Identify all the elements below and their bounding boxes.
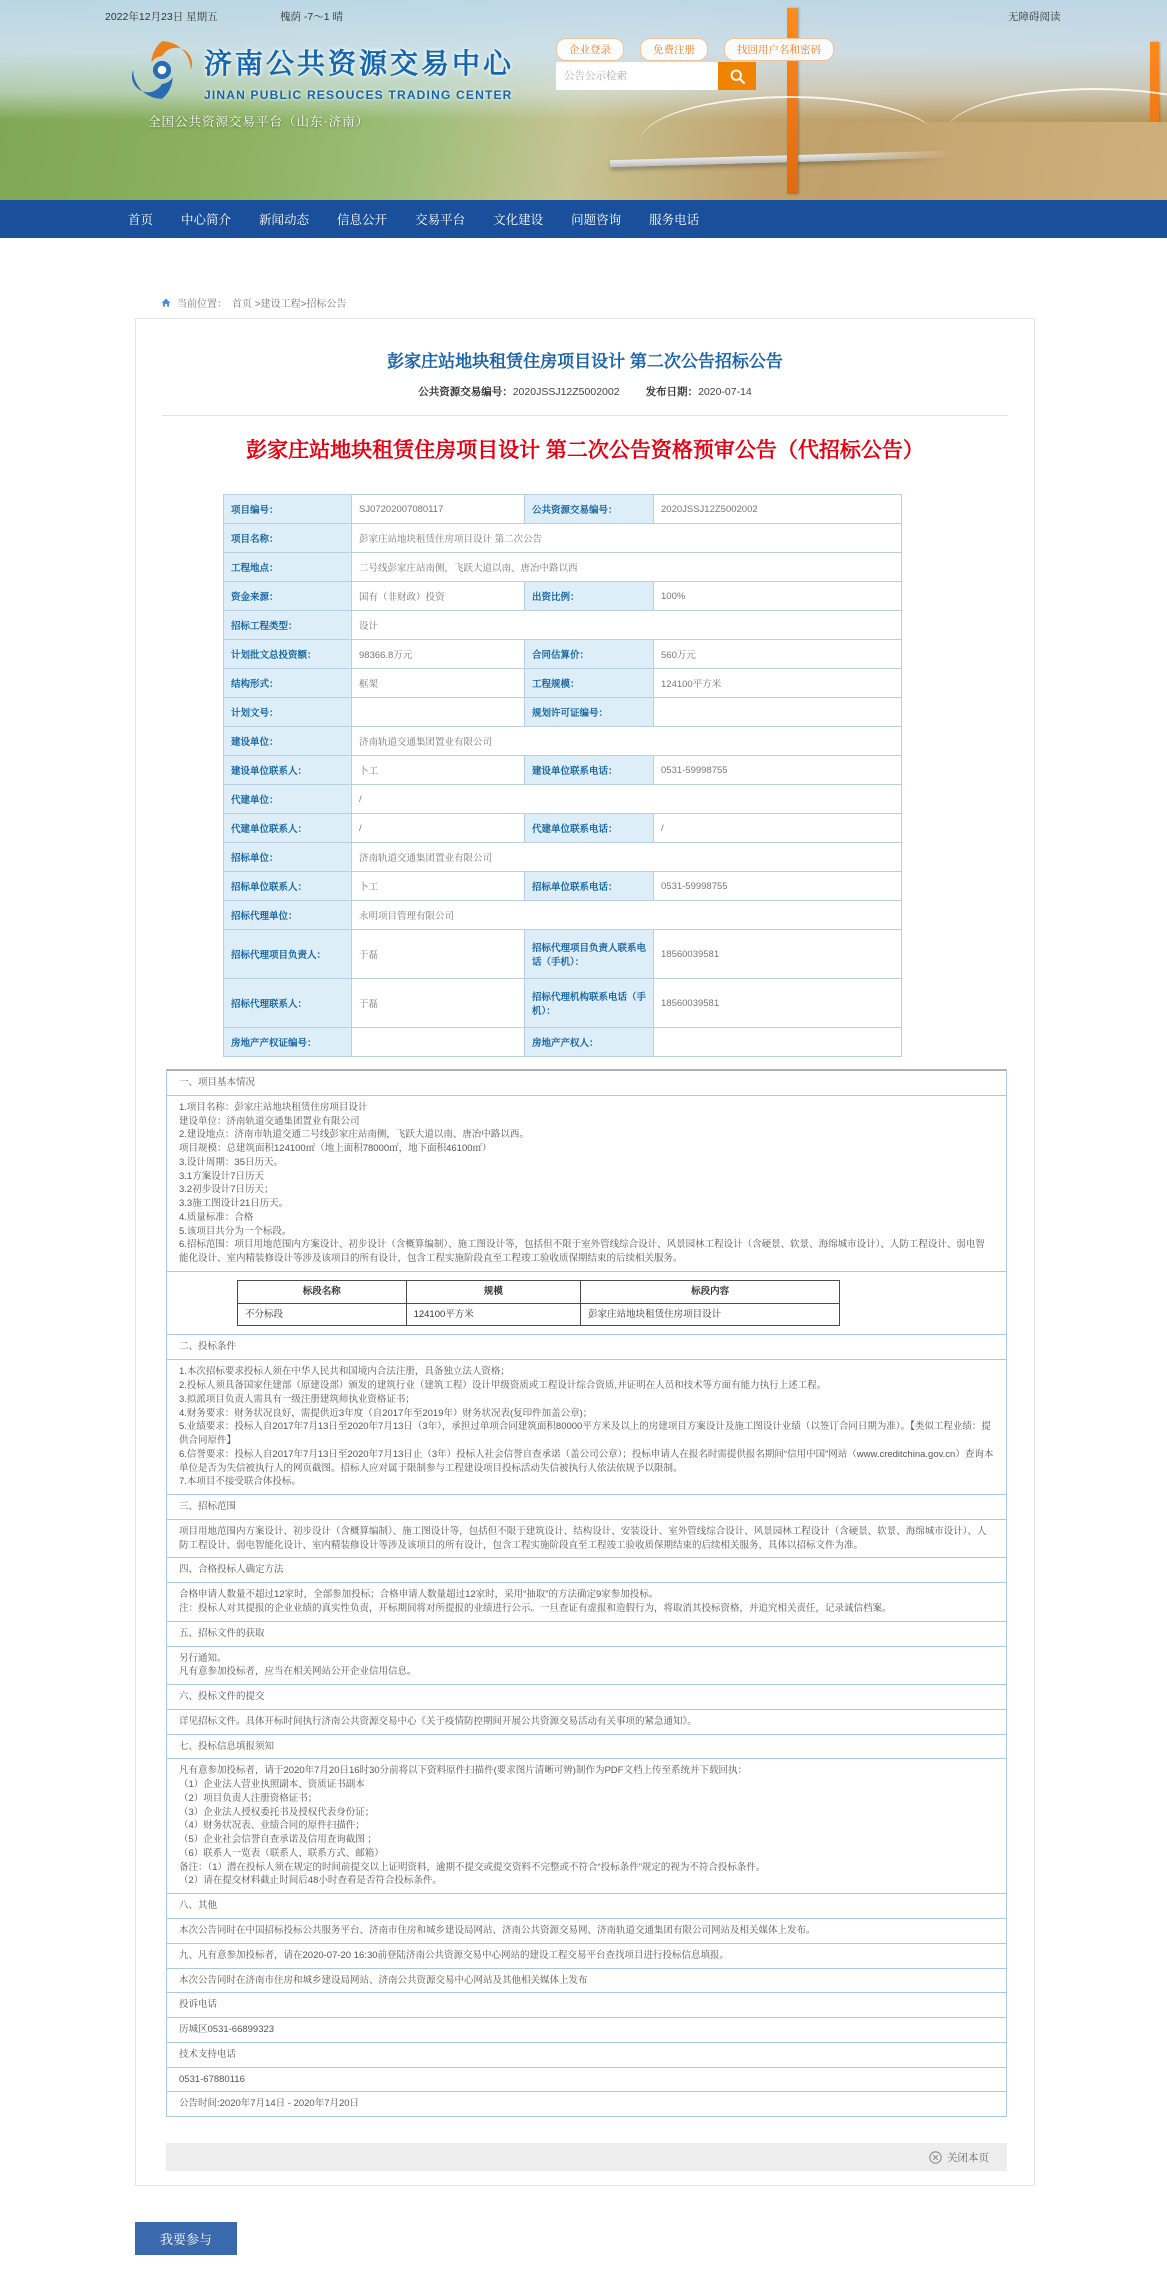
info-label: 规划许可证编号： (525, 698, 654, 727)
section-paragraph (166, 1709, 1007, 1735)
info-label: 招标代理项目负责人联系电话（手机）： (525, 930, 654, 979)
info-value: 100% (654, 582, 902, 611)
info-label: 招标工程类型： (224, 611, 352, 640)
section-heading: 三、招标范围 (166, 1494, 1007, 1520)
section-heading: 六、投标文件的提交 (166, 1684, 1007, 1710)
section-paragraph (166, 1359, 1007, 1495)
nav-item-7[interactable]: 服务电话 (649, 213, 700, 227)
info-table-row (224, 553, 902, 582)
info-label: 计划批文总投资额： (224, 640, 352, 669)
info-value: 彭家庄站地块租赁住房项目设计 第二次公告 (352, 524, 902, 553)
site-banner (0, 0, 1167, 200)
section-paragraph (166, 1943, 1007, 1969)
prequalification-title: 彭家庄站地块租赁住房项目设计 第二次公告资格预审公告（代招标公告） (246, 439, 924, 462)
info-label: 建设单位联系人： (224, 756, 352, 785)
section-line: 7.本项目不接受联合体投标。 (179, 1476, 301, 1488)
info-table-row (224, 979, 902, 1028)
info-value (654, 1028, 902, 1057)
section-line: 建设单位：济南轨道交通集团置业有限公司 (179, 1115, 360, 1127)
section-line: 历城区0531-66899323 (179, 2024, 275, 2036)
section-line: 项目用地范围内方案设计、初步设计（含概算编制）、施工图设计等，包括但不限于建筑设计、结构设计、安装设计、室外管线综合设计、风景园林工程设计（含硬景、软景、海绵城市设计）、人防工程设计、弱电智能化设计、室内精装修设计等涉及该项目的所有设计，包含工程实施阶段直至工程竣工验收质保期结束的后续相关服务，具体以招标文件为准。 (179, 1525, 987, 1551)
section-line: （4）财务状况表、业绩合同的原件扫描件； (179, 1820, 365, 1832)
info-value: 98366.8万元 (352, 640, 525, 669)
info-label: 代建单位联系电话： (525, 814, 654, 843)
info-value: 124100平方米 (654, 669, 902, 698)
nav-item-0[interactable]: 首页 (128, 213, 154, 227)
nav-item-5[interactable]: 文化建设 (493, 213, 544, 227)
info-table-row (224, 727, 902, 756)
info-label: 合同估算价： (525, 640, 654, 669)
section-line: 本次公告同时在济南市住房和城乡建设局网站、济南公共资源交易中心网站及其他相关媒体上发布 (179, 1974, 588, 1986)
nav-item-6[interactable]: 问题咨询 (571, 213, 622, 227)
quick-link-0[interactable]: 企业登录 (556, 38, 624, 61)
nav-item-1[interactable]: 中心简介 (181, 213, 232, 227)
topbar-date: 2022年12月23日 星期五 (105, 11, 218, 23)
section-paragraph (166, 1992, 1007, 2018)
quick-link-1[interactable]: 免费注册 (640, 38, 708, 61)
info-value: 济南轨道交通集团置业有限公司 (352, 727, 902, 756)
info-label: 招标单位： (224, 843, 352, 872)
section-paragraph (166, 1968, 1007, 1994)
info-label: 招标代理机构联系电话（手机）： (525, 979, 654, 1028)
info-table-row (224, 814, 902, 843)
section-line: 本次公告同时在中国招标投标公共服务平台、济南市住房和城乡建设局网站、济南公共资源交易网、济南轨道交通集团有限公司网站及相关媒体上发布。 (179, 1924, 816, 1936)
search-button[interactable] (718, 62, 756, 90)
info-label: 公共资源交易编号： (525, 495, 654, 524)
home-icon (160, 297, 172, 309)
section-line: （5）企业社会信誉自查承诺及信用查询截图 ； (179, 1834, 377, 1846)
platform-label: 全国公共资源交易平台（山东·济南） (148, 115, 370, 129)
nav-item-3[interactable]: 信息公开 (337, 213, 388, 227)
section-paragraph (166, 2091, 1007, 2117)
announcement-title: 彭家庄站地块租赁住房项目设计 第二次公告招标公告 (387, 352, 783, 371)
section-paragraph (166, 2067, 1007, 2093)
section-paragraph (166, 2017, 1007, 2043)
section-heading: 四、合格投标人确定方法 (166, 1557, 1007, 1583)
info-value: 永明项目管理有限公司 (352, 901, 902, 930)
section-line: 凡有意参加投标者，应当在相关网站公开企业信用信息。 (179, 1666, 417, 1678)
section-line: 投诉电话 (179, 1999, 218, 2011)
close-page-label: 关闭本页 (947, 2151, 989, 2164)
lot-table-cell: 不分标段 (238, 1303, 407, 1326)
info-value: 18560039581 (654, 930, 902, 979)
info-table-row (224, 669, 902, 698)
section-line: （2）项目负责人注册资格证书； (179, 1792, 318, 1804)
section-line: 3.拟派项目负责人需具有一级注册建筑师执业资格证书； (179, 1393, 415, 1405)
nav-item-4[interactable]: 交易平台 (415, 213, 466, 227)
section-line: 4.质量标准：合格 (179, 1211, 254, 1223)
section-line: 5.该项目共分为一个标段。 (179, 1225, 292, 1237)
info-label: 招标代理联系人： (224, 979, 352, 1028)
trade-no: 2020JSSJ12Z5002002 (512, 386, 620, 398)
info-label: 建设单位联系电话： (525, 756, 654, 785)
section-line: 1.本次招标要求投标人须在中华人民共和国境内合法注册，具备独立法人资格； (179, 1366, 510, 1378)
section-line: 3.1方案设计7日历天 (179, 1170, 264, 1182)
section-line: 3.3施工图设计21日历天。 (179, 1198, 289, 1210)
trade-no-label: 公共资源交易编号： (418, 386, 513, 398)
site-logo (130, 38, 514, 102)
divider (162, 415, 1008, 416)
section-line: （3）企业法人授权委托书及授权代表身份证； (179, 1806, 375, 1818)
info-value: 济南轨道交通集团置业有限公司 (352, 843, 902, 872)
info-label: 招标单位联系电话： (525, 872, 654, 901)
nav-item-2[interactable]: 新闻动态 (259, 213, 310, 227)
publish-date-label: 发布日期： (645, 386, 699, 398)
info-label: 建设单位： (224, 727, 352, 756)
info-label: 代建单位： (224, 785, 352, 814)
info-value: / (352, 785, 902, 814)
info-label: 房地产产权人： (525, 1028, 654, 1057)
breadcrumb-path[interactable]: 首页 >建设工程>招标公告 (232, 299, 347, 310)
info-table-row (224, 640, 902, 669)
section-line: 4.财务要求：财务状况良好，需提供近3年度（自2017年至2019年）财务状况表(复印件加盖公章)； (179, 1407, 593, 1419)
close-icon (929, 2151, 942, 2164)
info-value: SJ07202007080117 (352, 495, 525, 524)
project-info-table-body (224, 495, 902, 1057)
quick-links (556, 38, 834, 61)
info-label: 工程地点： (224, 553, 352, 582)
lot-table-header: 标段名称 (238, 1280, 407, 1303)
info-table-row (224, 698, 902, 727)
info-value: 2020JSSJ12Z5002002 (654, 495, 902, 524)
section-paragraph (166, 1519, 1007, 1559)
announcement-card (135, 318, 1035, 2186)
info-label: 出资比例： (525, 582, 654, 611)
section-line: 凡有意参加投标者，请于2020年7月20日16时30分前将以下资料原件扫描件(要求图片清晰可辨)制作为PDF文档上传至系统并下载回执： (179, 1765, 747, 1777)
section-line: 另行通知。 (179, 1652, 227, 1664)
info-label: 工程规模： (525, 669, 654, 698)
info-table-row (224, 901, 902, 930)
section-line: 注：投标人对其提报的企业业绩的真实性负责，开标期间将对所提报的业绩进行公示。一旦查证有虚报和造假行为，将取消其投标资格，并追究相关责任，记录诚信档案。 (179, 1602, 892, 1614)
info-table-row (224, 582, 902, 611)
info-table-row (224, 611, 902, 640)
quick-link-2[interactable]: 找回用户名和密码 (724, 38, 834, 61)
info-label: 结构形式： (224, 669, 352, 698)
section-line: 公告时间:2020年7月14日 - 2020年7月20日 (179, 2098, 360, 2110)
info-table-row (224, 843, 902, 872)
lot-table-header: 规模 (406, 1280, 581, 1303)
info-value (352, 698, 525, 727)
search-bar (556, 62, 756, 90)
site-title: 济南公共资源交易中心 (204, 48, 515, 79)
section-line: 2.建设地点：济南市轨道交通二号线彭家庄站南侧，飞跃大道以南、唐冶中路以西。 (179, 1129, 529, 1141)
info-value: 设计 (352, 611, 902, 640)
publish-date: 2020-07-14 (698, 386, 752, 398)
info-value (654, 698, 902, 727)
topbar-weather: 槐荫 -7～1 晴 (280, 11, 344, 23)
section-paragraph (166, 1758, 1007, 1894)
info-value: / (352, 814, 525, 843)
accessibility-link[interactable]: 无障碍阅读 (1008, 11, 1061, 23)
river-decoration (837, 122, 1167, 200)
section-line: 0531-67880116 (179, 2073, 245, 2085)
info-value: / (654, 814, 902, 843)
info-value (352, 1028, 525, 1057)
info-value: 18560039581 (654, 979, 902, 1028)
info-value: 卜工 (352, 756, 525, 785)
info-value: 560万元 (654, 640, 902, 669)
section-paragraph (166, 1646, 1007, 1686)
info-table-row (224, 756, 902, 785)
announcement-sections (166, 1069, 1007, 2117)
section-line: 5.业绩要求：投标人自2017年7月13日至2020年7月13日（3年），承担过单项合同建筑面积80000平方米及以上的房建项目方案设计及施工图设计业绩（以签订合同日期为准）。【类似工程业绩：提供合同原件】 (179, 1421, 991, 1447)
section-line: 2.投标人须具备国家住建部（原建设部）颁发的建筑行业（建筑工程）设计甲级资质或工程设计综合资质,并证明在人员和技术等方面有能力执行上述工程。 (179, 1380, 827, 1392)
section-line: 1.项目名称：彭家庄站地块租赁住房项目设计 (179, 1101, 368, 1113)
section-line: 九、凡有意参加投标者，请在2020-07-20 16:30前登陆济南公共资源交易中心网站的建设工程交易平台查找项目进行投标信息填报。 (179, 1949, 730, 1961)
lot-table-block (166, 1271, 1007, 1336)
logo-swirl-icon (130, 38, 194, 102)
info-label: 代建单位联系人： (224, 814, 352, 843)
section-line: 合格申请人数量不超过12家时，全部参加投标；合格申请人数量超过12家时，采用“抽取”的方法确定9家参加投标。 (179, 1589, 659, 1601)
info-table-row (224, 872, 902, 901)
main-nav (0, 200, 1167, 238)
info-label: 房地产产权证编号： (224, 1028, 352, 1057)
project-info-table (223, 494, 902, 1057)
section-heading: 五、招标文件的获取 (166, 1621, 1007, 1647)
info-label: 项目名称： (224, 524, 352, 553)
participate-button[interactable]: 我要参与 (135, 2222, 237, 2255)
section-heading: 八、其他 (166, 1893, 1007, 1919)
info-value: 0531-59998755 (654, 756, 902, 785)
section-paragraph (166, 1918, 1007, 1944)
info-label: 项目编号： (224, 495, 352, 524)
search-icon (729, 68, 746, 85)
section-heading: 二、投标条件 (166, 1334, 1007, 1360)
lot-table (237, 1280, 840, 1327)
close-page-link[interactable] (929, 2150, 989, 2165)
info-value: 二号线彭家庄站南侧，飞跃大道以南、唐冶中路以西 (352, 553, 902, 582)
section-paragraph (166, 1095, 1007, 1272)
info-value: 于磊 (352, 979, 525, 1028)
info-table-row (224, 524, 902, 553)
section-heading: 一、项目基本情况 (166, 1069, 1007, 1096)
info-label: 招标代理单位： (224, 901, 352, 930)
section-paragraph (166, 1582, 1007, 1622)
info-value: 卜工 (352, 872, 525, 901)
section-line: （2）请在提交材料截止时间后48小时查看是否符合投标条件。 (179, 1875, 442, 1887)
info-table-row (224, 785, 902, 814)
info-value: 0531-59998755 (654, 872, 902, 901)
section-line: 详见招标文件。具体开标时间执行济南公共资源交易中心《关于疫情防控期间开展公共资源交易活动有关事项的紧急通知》。 (179, 1715, 697, 1727)
info-label: 招标代理项目负责人： (224, 930, 352, 979)
topbar (0, 0, 1167, 30)
section-line: 项目规模：总建筑面积124100㎡（地上面积78000㎡，地下面积46100㎡） (179, 1143, 492, 1155)
info-table-row (224, 930, 902, 979)
info-table-row (224, 1028, 902, 1057)
section-line: 6.信誉要求：投标人自2017年7月13日至2020年7月13日止（3年）投标人社会信誉自查承诺（盖公司公章）；投标申请人在报名时需提供报名期间“信用中国”网站（www.creditchina.gov.cn）查询本单位是否为失信被执行人的网页截图。招标人应对属于限制参与工程建设项目投标活动失信被执行人依法依规予以限制。 (179, 1448, 994, 1474)
section-line: 备注：（1）潜在投标人须在规定的时间前提交以上证明资料，逾期不提交或提交资料不完整或不符合“投标条件”规定的视为不符合投标条件。 (179, 1861, 766, 1873)
section-heading: 七、投标信息填报须知 (166, 1734, 1007, 1760)
info-value: 于磊 (352, 930, 525, 979)
section-line: 技术支持电话 (179, 2048, 237, 2060)
breadcrumb (160, 295, 1167, 310)
search-input[interactable] (556, 62, 718, 90)
section-line: 3.2初步设计7日历天； (179, 1184, 274, 1196)
site-title-en: JINAN PUBLIC RESOUCES TRADING CENTER (204, 88, 513, 102)
section-line: （1）企业法人营业执照副本、资质证书副本 (179, 1779, 365, 1791)
lot-table-cell: 124100平方米 (406, 1303, 581, 1326)
info-label: 资金来源： (224, 582, 352, 611)
lot-table-cell: 彭家庄站地块租赁住房项目设计 (581, 1303, 840, 1326)
breadcrumb-label: 当前位置： (177, 299, 227, 310)
info-label: 计划文号： (224, 698, 352, 727)
lot-table-header: 标段内容 (581, 1280, 840, 1303)
info-label: 招标单位联系人： (224, 872, 352, 901)
close-bar (166, 2143, 1007, 2171)
info-value: 国有（非财政）投资 (352, 582, 525, 611)
info-value: 框架 (352, 669, 525, 698)
info-table-row (224, 495, 902, 524)
section-line: （6）联系人一览表（联系人、联系方式、邮箱） (179, 1847, 384, 1859)
announcement-meta (136, 384, 1034, 399)
section-line: 6.招标范围：项目用地范围内方案设计、初步设计（含概算编制）、施工图设计等，包括但不限于室外管线综合设计、风景园林工程设计（含硬景、软景、海绵城市设计）、人防工程设计、弱电智能化设计、室内精装修设计等涉及该项目的所有设计，包含工程实施阶段直至工程竣工验收质保期结束的后续相关服务。 (179, 1239, 985, 1265)
section-paragraph (166, 2042, 1007, 2068)
section-line: 3.设计周期：35日历天。 (179, 1156, 283, 1168)
